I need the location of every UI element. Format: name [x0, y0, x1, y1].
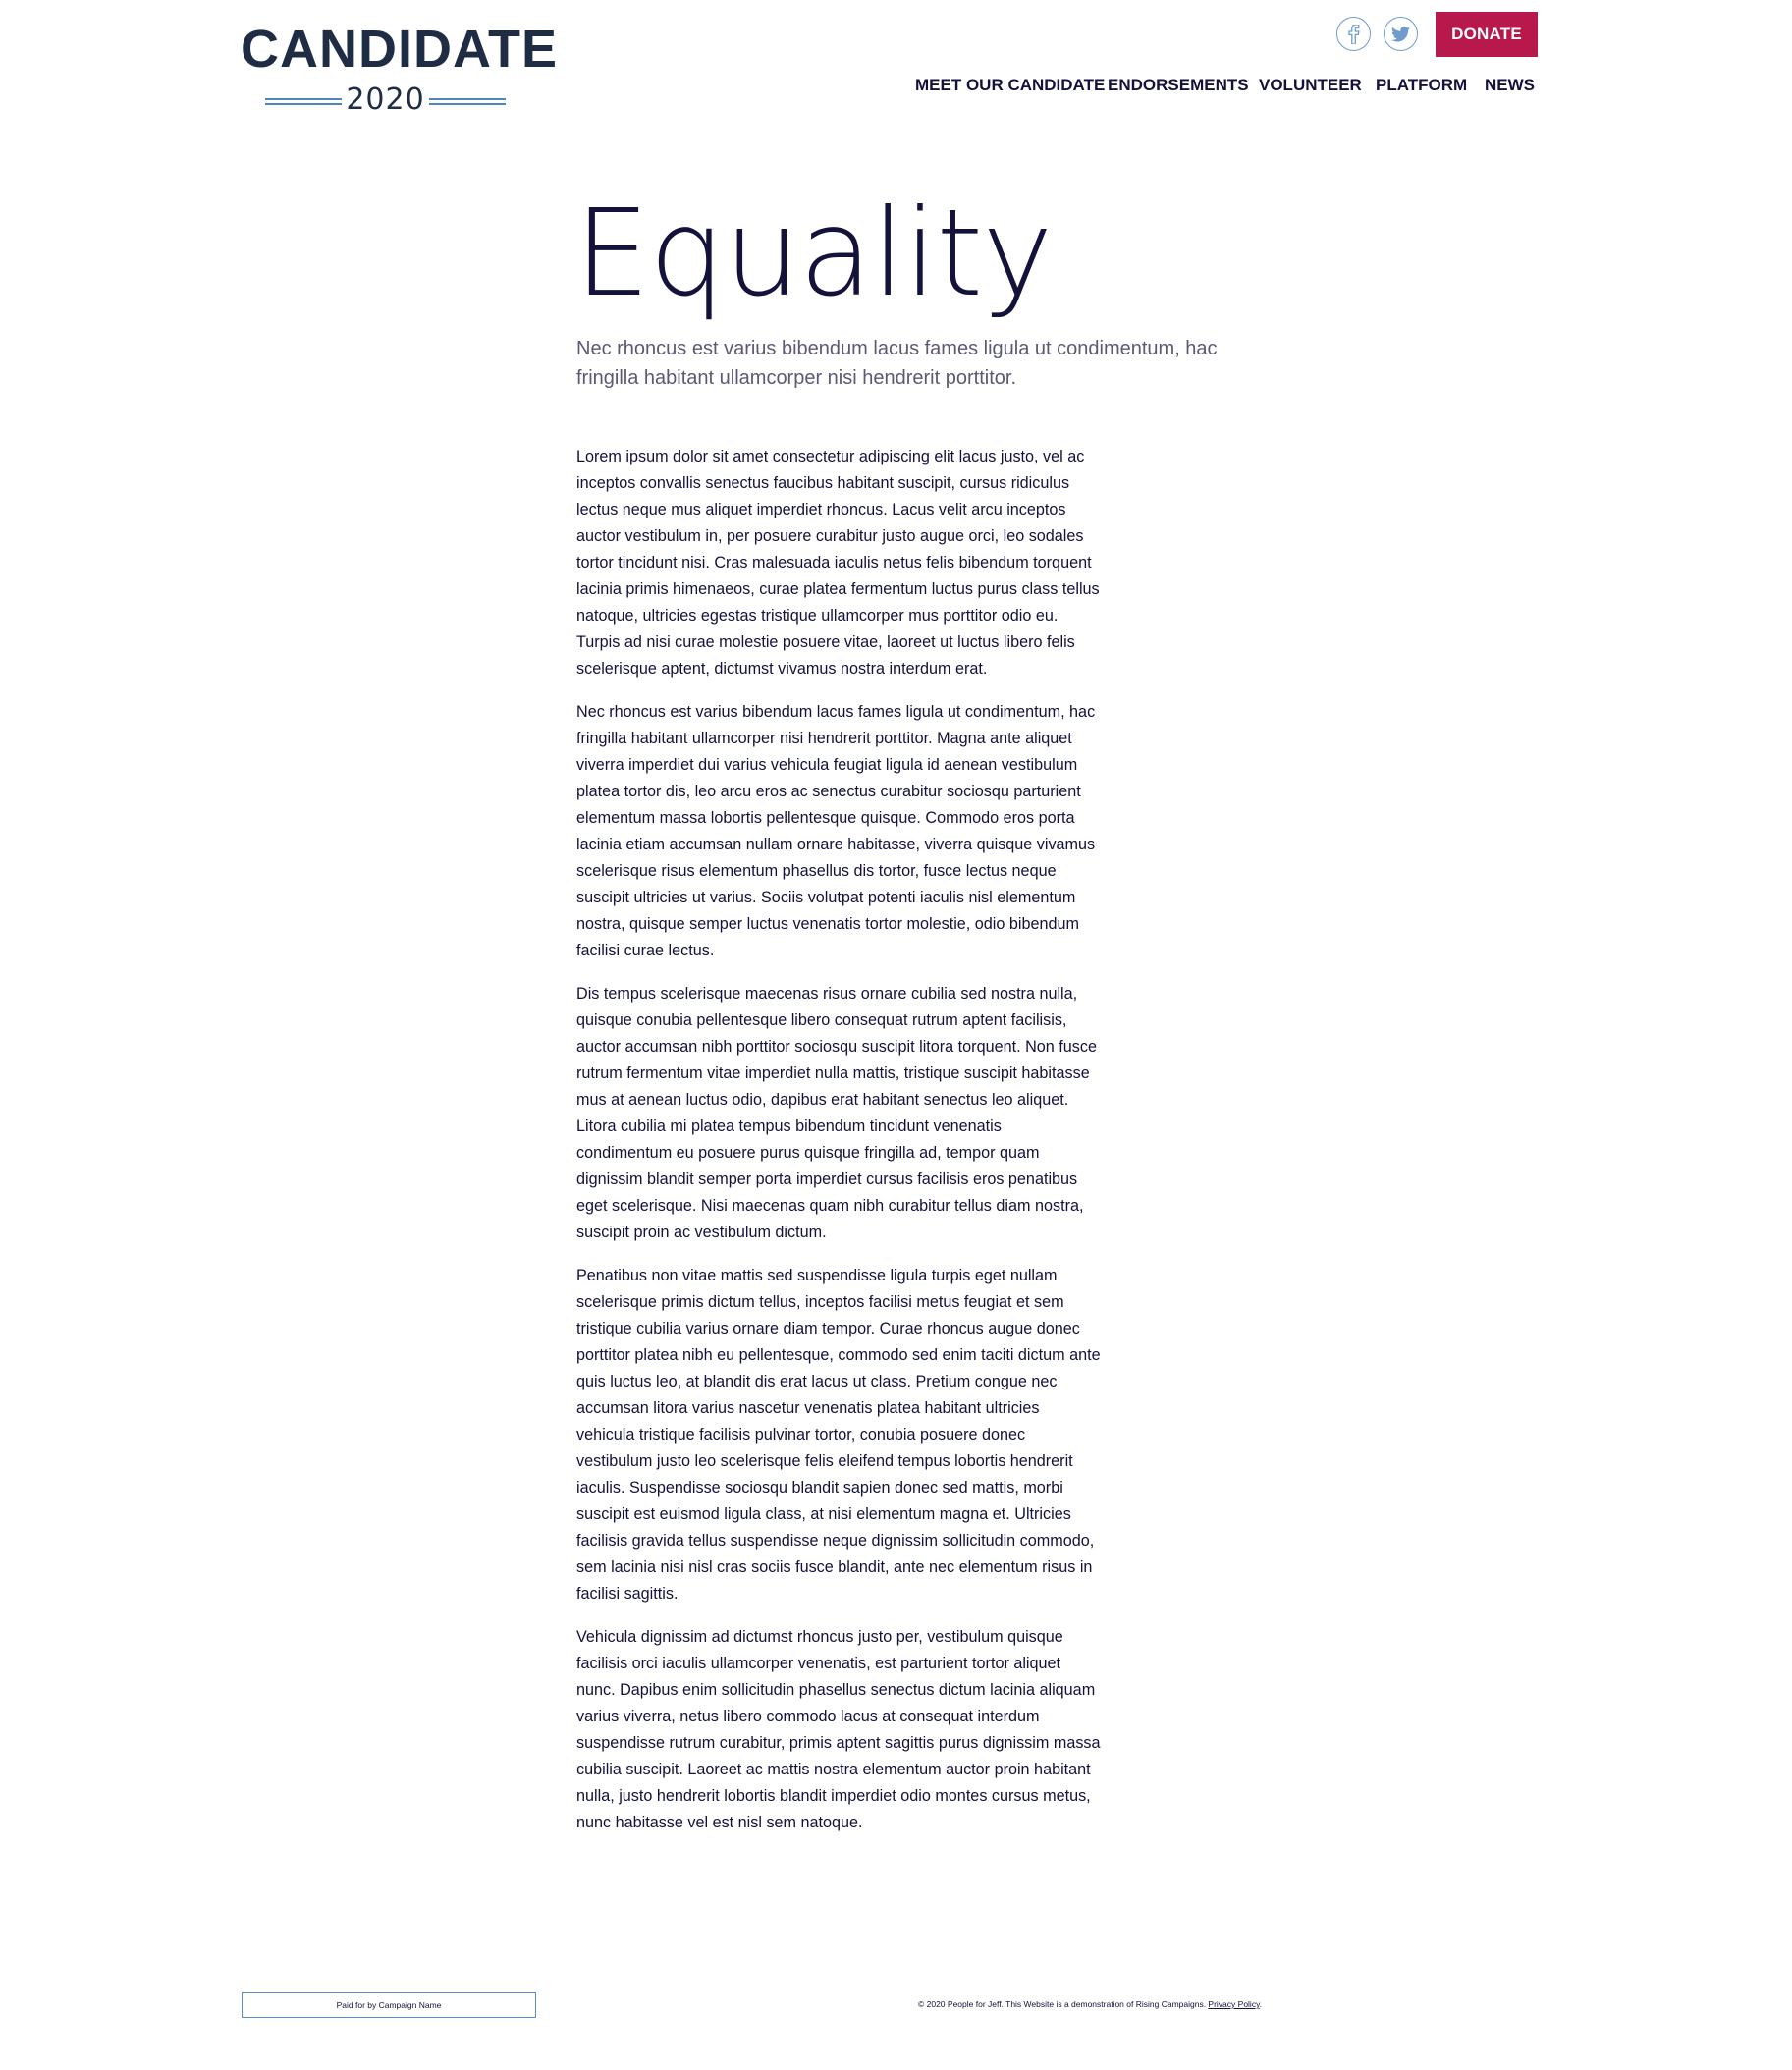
- facebook-link[interactable]: [1336, 17, 1371, 51]
- body-paragraph: Penatibus non vitae mattis sed suspendisse ligula turpis eget nullam scelerisque primis dictum tellus, inceptos facilisi metus feugiat et sem tristique cubilia varius ornare diam tempor. Curae rhoncus augue donec porttitor platea nibh eu pellentesque, commodo sed enim taciti dictum ante quis luctus leo, at blandit dis erat lacus ut class. Pretium congue nec accumsan litora varius nascetur venenatis platea habitant ultricies vehicula tristique facilisis pulvinar tortor, conubia posuere donec vestibulum justo leo scelerisque felis eleifend tempus lobortis hendrerit iaculis. Suspendisse sociosqu blandit sapien donec sed mattis, morbi suscipit est euismod ligula class, at nisi elementum magna et. Ultricies facilisis gravida tellus suspendisse neque dignissim sollicitudin commodo, sem lacinia nisi nisl cras sociis fusce blandit, ante nec elementum risus in facilisi sagittis.: [576, 1267, 1101, 1603]
- nav-item-news[interactable]: NEWS: [1485, 76, 1535, 94]
- twitter-link[interactable]: [1384, 17, 1418, 51]
- facebook-icon: [1348, 25, 1360, 44]
- logo-title: CANDIDATE: [241, 20, 558, 79]
- body-paragraph: Vehicula dignissim ad dictumst rhoncus justo per, vestibulum quisque facilisis orci iaculis ullamcorper venenatis, est parturient tortor aliquet nunc. Dapibus enim sollicitudin phasellus senectus dictum lacinia aliquam varius viverra, netus libero commodo lacus at consequat interdum suspendisse rutrum curabitur, primis aptent sagittis purus dignissim massa cubilia suscipit. Laoreet ac mattis nostra elementum auctor proin habitant nulla, justo hendrerit lobortis blandit imperdiet odio montes cursus metus, nunc habitasse vel est nisl sem natoque.: [576, 1628, 1101, 1831]
- body-paragraph: Nec rhoncus est varius bibendum lacus fames ligula ut condimentum, hac fringilla habitant ullamcorper nisi hendrerit porttitor. Magna ante aliquet viverra imperdiet dui varius vehicula feugiat ligula id aenean vestibulum platea tortor dis, leo arcu eros ac senectus curabitur sociosqu parturient elementum massa lobortis pellentesque quisque. Commodo eros porta lacinia etiam accumsan nullam ornare habitasse, viverra quisque vivamus scelerisque risus elementum phasellus dis tortor, fusce lectus neque suscipit ultricies ut varius. Sociis volutpat potenti iaculis nisl elementum nostra, quisque semper luctus venenatis tortor molestie, odio bibendum facilisi curae lectus.: [576, 703, 1096, 959]
- paid-for-disclaimer: Paid for by Campaign Name: [242, 1992, 536, 2018]
- nav-item-volunteer[interactable]: VOLUNTEER: [1259, 76, 1362, 94]
- body-paragraph: Lorem ipsum dolor sit amet consectetur adipiscing elit lacus justo, vel ac inceptos convallis senectus faucibus habitant suscipit, cursus ridiculus lectus neque mus aliquet imperdiet rhoncus. Lacus velit arcu inceptos auctor vestibulum in, per posuere curabitur justo augue orci, leo sodales tortor tincidunt nisi. Cras malesuada iaculis netus felis bibendum torquent lacinia primis himenaeos, curae platea fermentum luctus purus class tellus natoque, ultricies egestas tristique ullamcorper mus porttitor odio eu. Turpis ad nisi curae molestie posuere vitae, laoreet ut luctus libero felis scelerisque aptent, dictumst vivamus nostra interdum erat.: [576, 448, 1100, 678]
- footer-copyright: [918, 1999, 1262, 2009]
- nav-item-endorsements[interactable]: ENDORSEMENTS: [1108, 76, 1249, 94]
- copyright-trailing: .: [1259, 1999, 1263, 2009]
- article-body: [576, 444, 1101, 1853]
- logo-rule: [429, 103, 506, 105]
- nav-item-meet-our-candidate[interactable]: MEET OUR CANDIDATE: [915, 76, 1106, 94]
- twitter-icon: [1391, 27, 1410, 42]
- copyright-text: © 2020 People for Jeff. This Website is a demonstration of Rising Campaigns.: [918, 1999, 1209, 2009]
- main-nav: [0, 75, 1792, 100]
- logo-year: 2020: [346, 82, 425, 117]
- donate-button[interactable]: DONATE: [1436, 12, 1538, 57]
- page-title: Equality: [574, 184, 1053, 323]
- privacy-policy-link[interactable]: Privacy Policy: [1208, 1999, 1260, 2009]
- page-subtitle: Nec rhoncus est varius bibendum lacus fames ligula ut condimentum, hac fringilla habitant ullamcorper nisi hendrerit porttitor.: [576, 338, 1218, 389]
- nav-item-platform[interactable]: PLATFORM: [1376, 76, 1468, 94]
- body-paragraph: Dis tempus scelerisque maecenas risus ornare cubilia sed nostra nulla, quisque conubia pellentesque libero consequat rutrum aptent facilisis, auctor accumsan nibh porttitor sociosqu suscipit litora torquent. Non fusce rutrum fermentum vitae imperdiet nulla mattis, tristique suscipit habitasse mus at aenean luctus odio, dapibus erat habitant senectus leo aliquet. Litora cubilia mi platea tempus bibendum tincidunt venenatis condimentum eu posuere purus quisque fringilla ad, tempor quam dignissim blandit semper porta imperdiet cursus facilisis eros penatibus eget scelerisque. Nisi maecenas quam nibh curabitur tellus diam nostra, suscipit proin ac vestibulum dictum.: [576, 985, 1097, 1241]
